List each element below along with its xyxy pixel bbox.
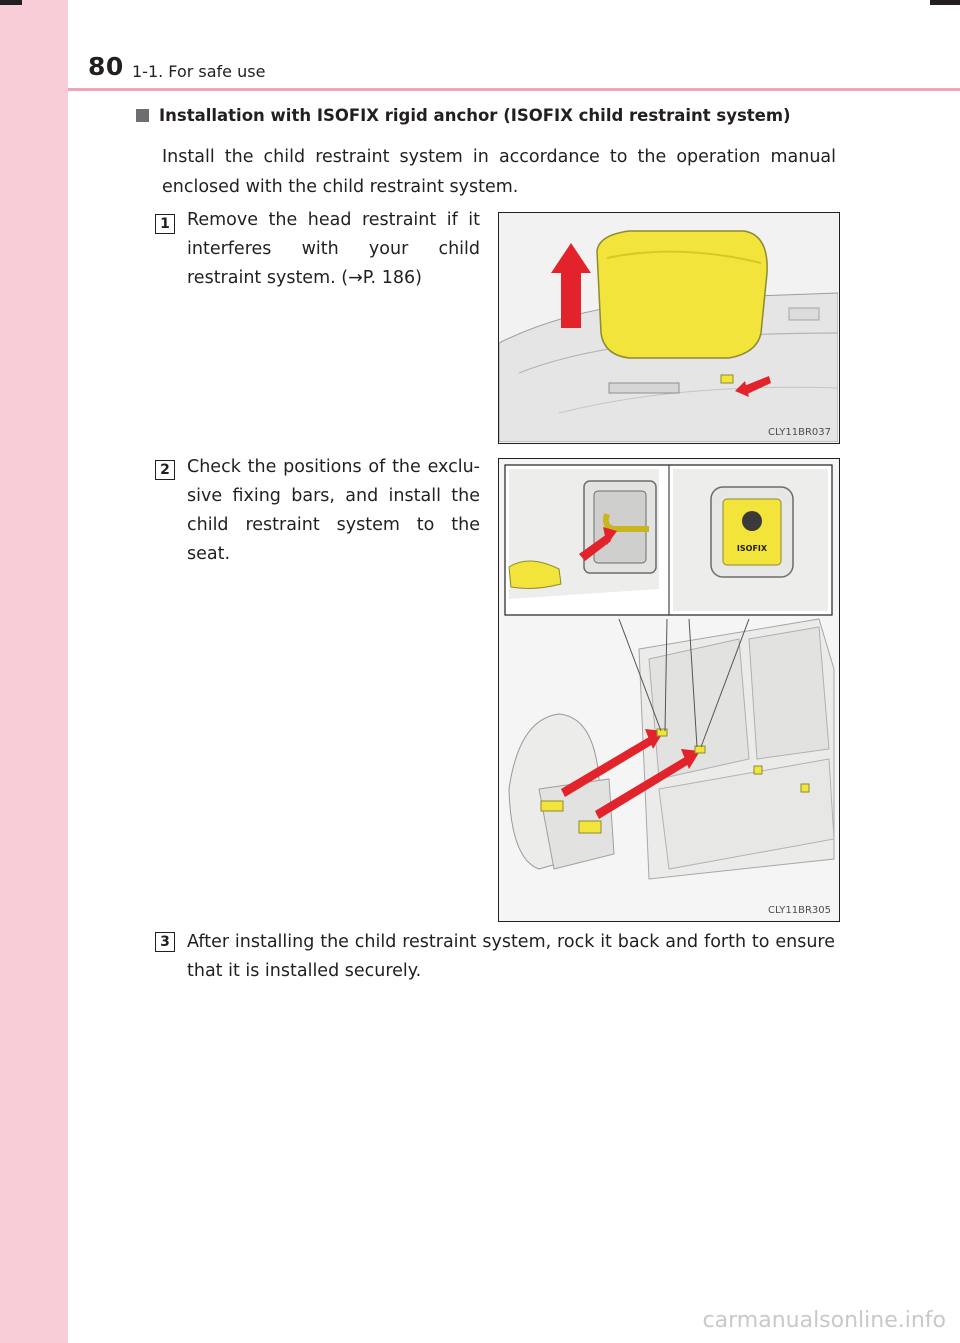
step-text-3: After installing the child restraint system, rock it back and forth to ensure that it is installed securely. (187, 932, 835, 981)
subheading (136, 106, 836, 125)
step-text-2: Check the positions of the exclu-sive fixing bars, and install the child restraint system to the seat. (187, 457, 480, 564)
figure-code-2: CLY11BR305 (768, 905, 831, 916)
isofix-anchor-installation-illustration (499, 459, 838, 920)
page-number: 80 (88, 52, 124, 81)
square-bullet-icon (136, 109, 149, 122)
crop-mark-right (930, 0, 960, 5)
figure-code-1: CLY11BR037 (768, 427, 831, 438)
subheading-text: Installation with ISOFIX rigid anchor (ISOFIX child restraint system) (159, 106, 791, 125)
step-number-1: 1 (155, 214, 175, 234)
step-number-2: 2 (155, 460, 175, 480)
section-title: 1-1. For safe use (132, 62, 266, 81)
step-text-1: Remove the head restraint if it interferes with your child restraint system. (→P. 186) (187, 210, 480, 288)
crop-mark-left (0, 0, 22, 5)
head-restraint-removal-illustration (499, 213, 838, 442)
step-number-3: 3 (155, 932, 175, 952)
figure-head-restraint (498, 212, 840, 444)
watermark: carmanualsonline.info (702, 1308, 946, 1333)
side-tab-bar (0, 0, 68, 1343)
isofix-badge-label: ISOFIX (736, 544, 768, 553)
header-rule (68, 88, 960, 91)
intro-paragraph: Install the child restraint system in accordance to the operation manual enclosed with the child restraint system. (162, 147, 836, 197)
figure-isofix-installation (498, 458, 840, 922)
